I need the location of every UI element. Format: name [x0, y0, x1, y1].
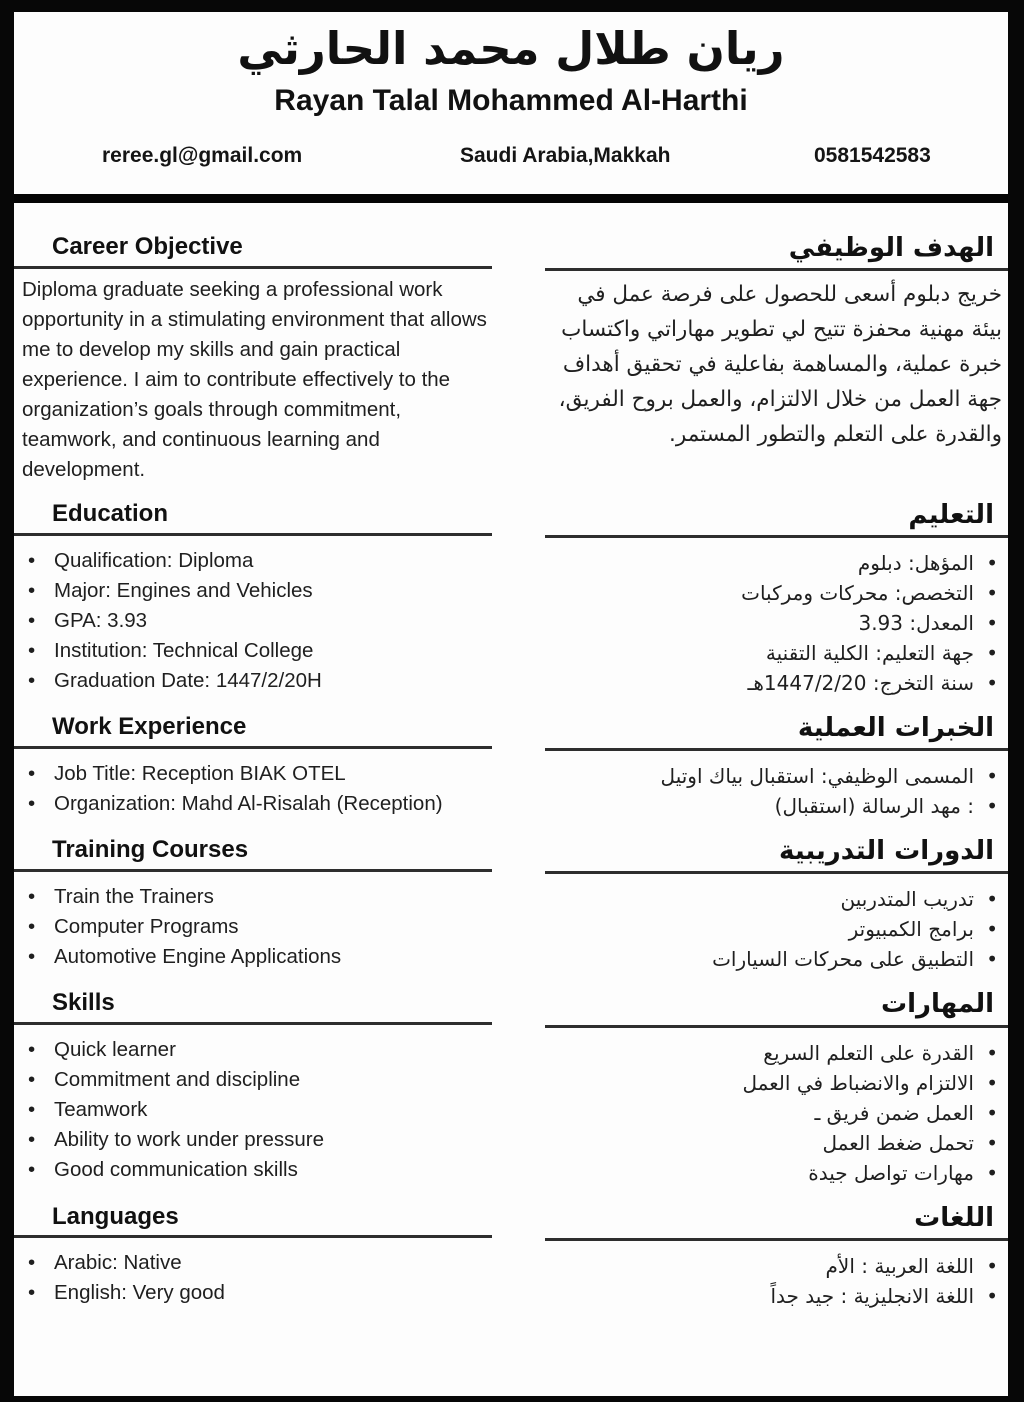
contact-email: reree.gl@gmail.com — [102, 144, 303, 167]
languages-ar — [545, 1203, 1008, 1311]
list-item: • Job Title: Reception BIAK OTEL — [14, 759, 492, 789]
header-divider — [14, 194, 1008, 203]
section-education — [14, 500, 1008, 698]
section-rule — [545, 748, 1008, 751]
work-experience-ar — [545, 713, 1008, 821]
section-career-objective — [14, 233, 1008, 485]
list-item: • Commitment and discipline — [14, 1065, 492, 1095]
list-item: • برامج الكمبيوتر — [545, 914, 1008, 944]
section-skills — [14, 989, 1008, 1187]
list-item: • تحمل ضغط العمل — [545, 1128, 1008, 1158]
skills-list-en — [14, 1035, 492, 1185]
section-rule — [14, 869, 492, 872]
section-title: الدورات التدريبية — [779, 836, 994, 867]
section-rule — [545, 535, 1008, 538]
list-item: • Good communication skills — [14, 1155, 492, 1185]
section-rule — [14, 746, 492, 749]
section-title: Work Experience — [52, 712, 247, 740]
list-item: • Computer Programs — [14, 912, 492, 942]
list-item: • العمل ضمن فريق ـ — [545, 1098, 1008, 1128]
section-rule — [14, 1235, 492, 1238]
list-item: • جهة التعليم: الكلية التقنية — [545, 638, 1008, 668]
languages-en — [14, 1203, 492, 1311]
training-courses-en — [14, 836, 492, 974]
list-item: • : مهد الرسالة (استقبال) — [545, 791, 1008, 821]
list-item: • Quick learner — [14, 1035, 492, 1065]
list-item: • English: Very good — [14, 1278, 492, 1308]
work-experience-list-ar — [545, 761, 1008, 821]
contact-row — [14, 144, 1008, 178]
education-en — [14, 500, 492, 698]
list-item: • اللغة العربية : الأم — [545, 1251, 1008, 1281]
list-item: • Train the Trainers — [14, 882, 492, 912]
section-title: Education — [52, 499, 169, 527]
career-objective-text-en: Diploma graduate seeking a professional work opportunity in a stimulating environment that allows me to develop my skills and gain practical experience. I aim to contribute effectively to the organization’s goals through commitment, teamwork, and continuous learning and development. — [22, 277, 487, 481]
list-item: • المسمى الوظيفي: استقبال بياك اوتيل — [545, 761, 1008, 791]
list-item: • Qualification: Diploma — [14, 546, 492, 576]
training-courses-ar — [545, 836, 1008, 974]
list-item: • تدريب المتدربين — [545, 884, 1008, 914]
work-experience-en — [14, 713, 492, 821]
section-title: Career Objective — [52, 233, 243, 260]
list-item: • Teamwork — [14, 1095, 492, 1125]
list-item: • القدرة على التعلم السريع — [545, 1038, 1008, 1068]
training-courses-list-ar — [545, 884, 1008, 974]
training-courses-list-en — [14, 882, 492, 972]
career-objective-ar — [545, 233, 1008, 485]
section-title: الهدف الوظيفي — [788, 233, 994, 263]
section-title: Training Courses — [52, 836, 249, 864]
section-rule — [545, 871, 1008, 874]
section-title: الخبرات العملية — [797, 712, 994, 743]
list-item: • التخصص: محركات ومركبات — [545, 578, 1008, 608]
list-item: • المعدل: 3.93 — [545, 608, 1008, 638]
list-item: • سنة التخرج: 1447/2/20هـ — [545, 668, 1008, 698]
section-rule — [14, 533, 492, 536]
career-objective-en — [14, 233, 492, 485]
section-rule — [14, 266, 492, 269]
section-rule — [545, 1025, 1008, 1028]
skills-ar — [545, 989, 1008, 1187]
contact-phone: 0581542583 — [814, 144, 931, 167]
section-languages — [14, 1203, 1008, 1311]
list-item: • اللغة الانجليزية : جيد جداً — [545, 1281, 1008, 1311]
list-item: • Arabic: Native — [14, 1248, 492, 1278]
name-arabic: ريان طلال محمد الحارثي — [237, 22, 785, 75]
list-item: • مهارات تواصل جيدة — [545, 1158, 1008, 1188]
list-item: • Ability to work under pressure — [14, 1125, 492, 1155]
list-item: • GPA: 3.93 — [14, 606, 492, 636]
section-training-courses — [14, 836, 1008, 974]
education-list-ar — [545, 548, 1008, 698]
resume-body — [14, 203, 1008, 1311]
name-english: Rayan Talal Mohammed Al-Harthi — [274, 84, 748, 117]
resume-header — [14, 12, 1008, 203]
skills-en — [14, 989, 492, 1187]
section-rule — [545, 268, 1008, 271]
list-item: • Organization: Mahd Al-Risalah (Reception) — [14, 789, 492, 819]
education-ar — [545, 500, 1008, 698]
list-item: • الالتزام والانضباط في العمل — [545, 1068, 1008, 1098]
work-experience-list-en — [14, 759, 492, 819]
section-title: المهارات — [880, 989, 994, 1020]
list-item: • Graduation Date: 1447/2/20H — [14, 666, 492, 696]
section-title: Skills — [52, 989, 115, 1017]
career-objective-text-ar: خريج دبلوم أسعى للحصول على فرصة عمل في بيئة مهنية محفزة تتيح لي تطوير مهاراتي واكتساب خبرة عملية، والمساهمة بفاعلية في تحقيق أهداف جهة العمل من خلال الالتزام، والعمل بروح الفريق، والقدرة على التعلم والتطور المستمر. — [558, 282, 1002, 448]
list-item: • Institution: Technical College — [14, 636, 492, 666]
section-rule — [14, 1022, 492, 1025]
list-item: • Automotive Engine Applications — [14, 942, 492, 972]
list-item: • التطبيق على محركات السيارات — [545, 944, 1008, 974]
list-item: • Major: Engines and Vehicles — [14, 576, 492, 606]
section-title: التعليم — [908, 499, 994, 530]
list-item: • المؤهل: دبلوم — [545, 548, 1008, 578]
section-title: اللغات — [914, 1202, 994, 1233]
education-list-en — [14, 546, 492, 696]
skills-list-ar — [545, 1038, 1008, 1188]
section-work-experience — [14, 713, 1008, 821]
section-rule — [545, 1238, 1008, 1241]
languages-list-en — [14, 1248, 492, 1308]
contact-location: Saudi Arabia,Makkah — [460, 144, 671, 167]
languages-list-ar — [545, 1251, 1008, 1311]
section-title: Languages — [52, 1202, 179, 1230]
